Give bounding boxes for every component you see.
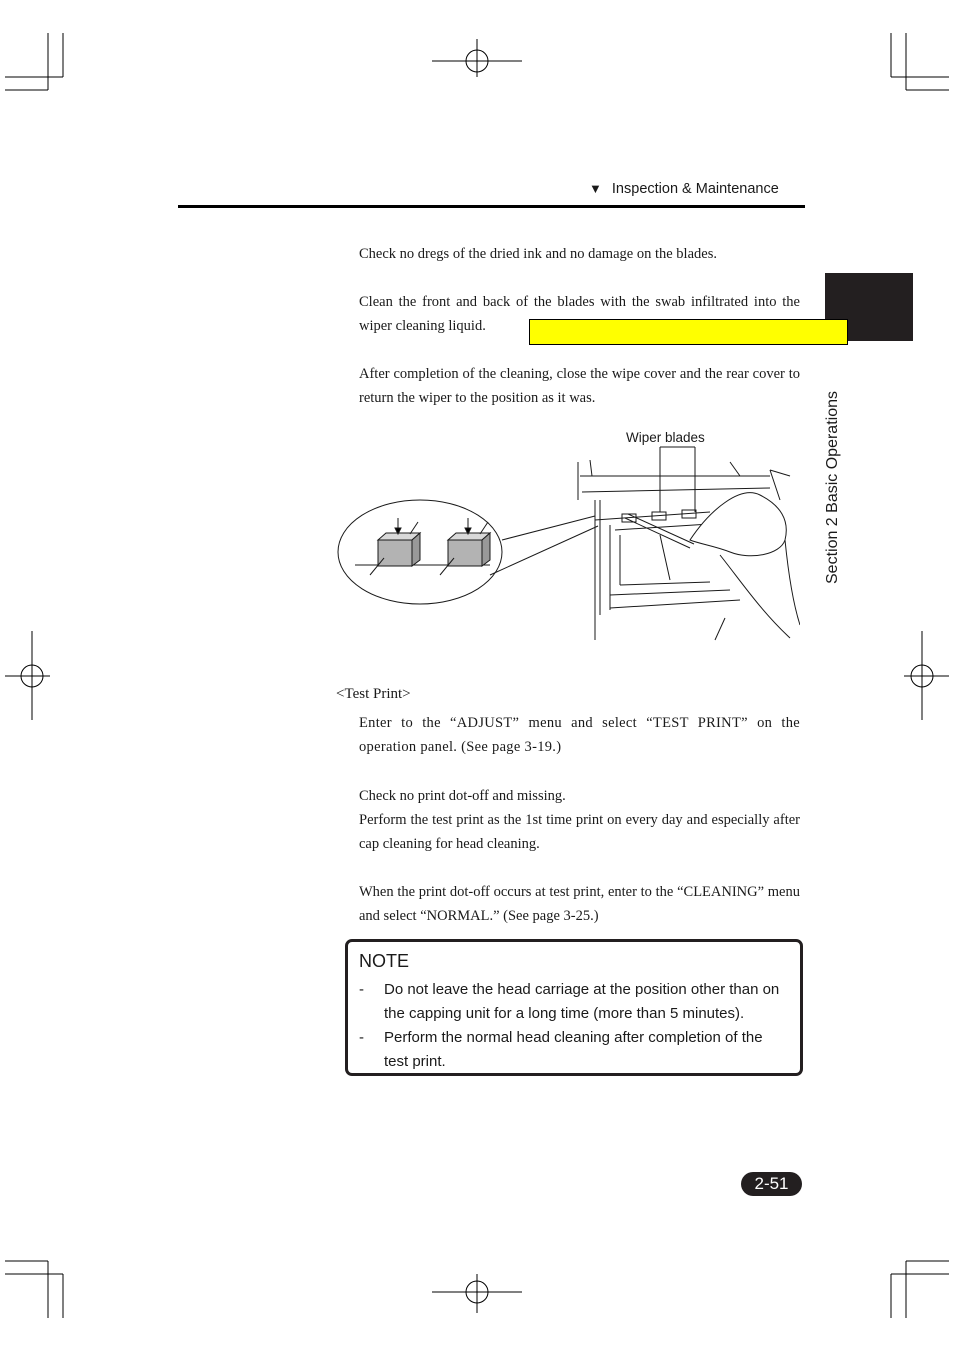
note-box: [345, 939, 803, 1076]
note-bullet: -: [359, 1029, 364, 1046]
registration-mark-top: [432, 39, 522, 77]
note-text: Do not leave the head carriage at the position other than on the capping unit for a long time (more than 5 minutes).: [384, 981, 780, 1022]
registration-mark-bottom: [432, 1274, 522, 1313]
page-number: 2-51: [741, 1172, 802, 1196]
registration-mark-left: [5, 631, 50, 720]
paragraph-check-dregs: Check no dregs of the dried ink and no damage on the blades.: [359, 246, 717, 262]
paragraph-check-dot-off: Check no print dot-off and missing.: [359, 788, 566, 804]
registration-mark-right: [904, 631, 949, 720]
running-header: [589, 181, 779, 197]
note-title: NOTE: [359, 951, 410, 971]
figure-label-wiper-blades: Wiper blades: [626, 430, 705, 445]
note-bullet: -: [359, 981, 364, 998]
wiper-cleaning-illustration: [330, 440, 800, 650]
triangle-down-icon: ▼: [589, 181, 602, 196]
header-section-label: Inspection & Maintenance: [611, 181, 779, 197]
paragraph-perform-test-print: Perform the test print as the 1st time print on every day and especially after cap cleaning for head cleaning.: [359, 812, 800, 852]
note-item: [359, 978, 789, 1026]
paragraph-enter-adjust: Enter to the “ADJUST” menu and select “TEST PRINT” on the operation panel. (See page 3-19.): [359, 715, 800, 755]
paragraph-close-cover: After completion of the cleaning, close the wipe cover and the rear cover to return the wiper to the position as it was.: [359, 366, 800, 406]
note-item: [359, 1026, 789, 1074]
paragraph-clean-blades: Clean the front and back of the blades with the swab infiltrated into the wiper cleaning liquid.: [359, 294, 800, 334]
paragraph-cleaning-normal: When the print dot-off occurs at test print, enter to the “CLEANING” menu and select “NORMAL.” (See page 3-25.): [359, 884, 800, 924]
highlight-box: [529, 319, 848, 345]
section-title-vertical: Section 2 Basic Operations: [824, 391, 841, 584]
header-rule: [178, 205, 805, 208]
test-print-heading: <Test Print>: [336, 686, 411, 702]
note-text: Perform the normal head cleaning after completion of the test print.: [384, 1029, 763, 1070]
